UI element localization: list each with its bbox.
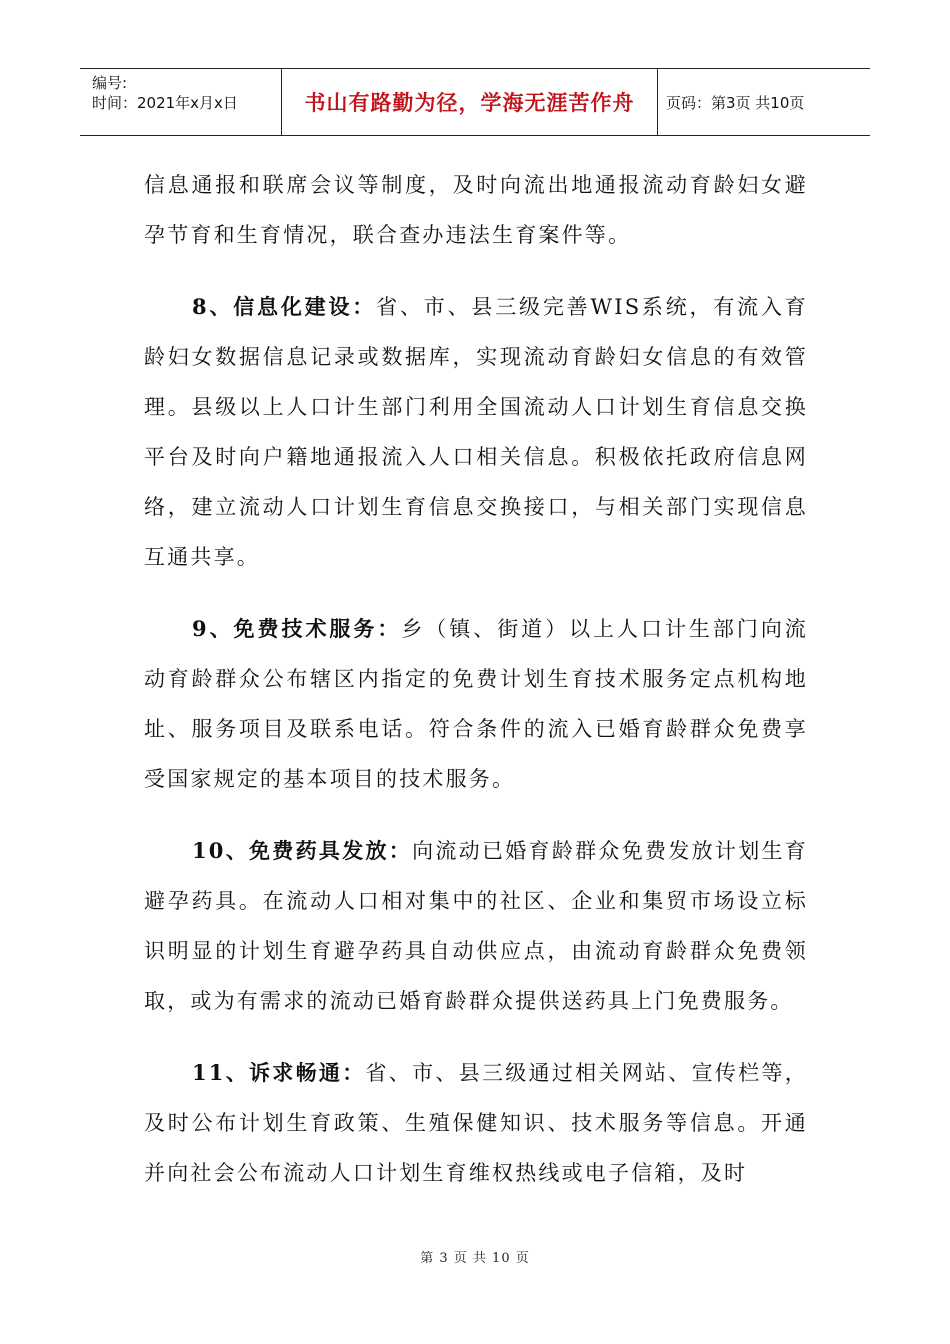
paragraph-item-10	[144, 826, 808, 1026]
document-body	[144, 160, 808, 1198]
paragraph-text: 乡（镇、街道）以上人口计生部门向流动育龄群众公布辖区内指定的免费计划生育技术服务定点机构地址、服务项目及联系电话。符合条件的流入已婚育龄群众免费享受国家规定的基本项目的技术服务。	[144, 617, 808, 791]
paragraph-text: 省、市、县三级通过相关网站、宣传栏等，及时公布计划生育政策、生殖保健知识、技术服务等信息。开通并向社会公布流动人口计划生育维权热线或电子信箱，及时	[144, 1061, 808, 1185]
header-page-info: 页码：第3页 共10页	[666, 93, 805, 112]
header-meta	[80, 69, 282, 135]
paragraph-text: 省、市、县三级完善WIS系统，有流入育龄妇女数据信息记录或数据库，实现流动育龄妇女信息的有效管理。县级以上人口计生部门利用全国流动人口计划生育信息交换平台及时向户籍地通报流入人口相关信息。积极依托政府信息网络，建立流动人口计划生育信息交换接口，与相关部门实现信息互通共享。	[144, 295, 808, 569]
header-motto: 书山有路勤为径，学海无涯苦作舟	[282, 69, 658, 135]
page-footer: 第 3 页 共 10 页	[420, 1251, 530, 1266]
paragraph-continued	[144, 160, 808, 260]
document-date: 时间：2021年x月x日	[92, 94, 238, 112]
paragraph-heading: 11、诉求畅通：	[192, 1060, 366, 1085]
paragraph-item-11	[144, 1048, 808, 1198]
paragraph-heading: 10、免费药具发放：	[192, 838, 413, 863]
paragraph-heading: 8、信息化建设：	[192, 294, 377, 319]
paragraph-heading: 9、免费技术服务：	[192, 616, 402, 641]
page-header	[80, 68, 870, 136]
paragraph-text: 信息通报和联席会议等制度，及时向流出地通报流动育龄妇女避孕节育和生育情况，联合查办违法生育案件等。	[144, 173, 808, 247]
paragraph-text: 向流动已婚育龄群众免费发放计划生育避孕药具。在流动人口相对集中的社区、企业和集贸市场设立标识明显的计划生育避孕药具自动供应点，由流动育龄群众免费领取，或为有需求的流动已婚育龄群众提供送药具上门免费服务。	[144, 839, 808, 1013]
document-number-label: 编号:	[92, 74, 128, 92]
paragraph-item-9	[144, 604, 808, 804]
paragraph-item-8	[144, 282, 808, 582]
